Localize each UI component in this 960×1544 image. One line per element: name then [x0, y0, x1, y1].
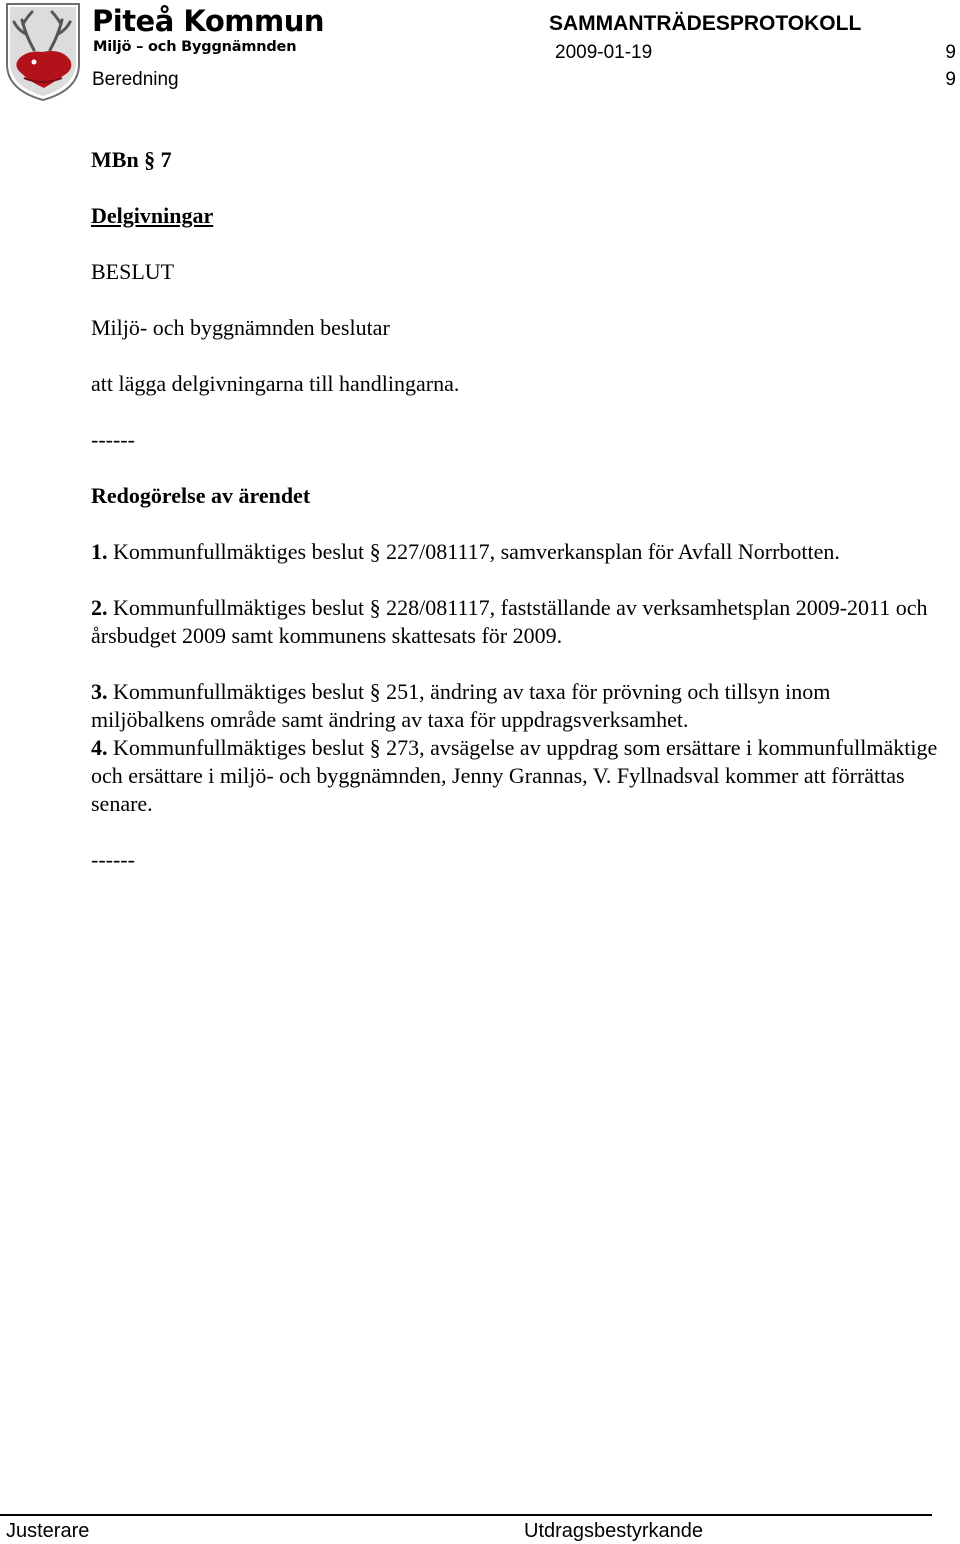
section-label: Beredning: [92, 69, 179, 90]
list-item-number: 2.: [91, 595, 108, 620]
footer-utdragsbestyrkande: Utdragsbestyrkande: [524, 1520, 703, 1542]
list-item: [91, 678, 941, 734]
footer-divider: [0, 1514, 932, 1516]
decision-intro: Miljö- och byggnämnden beslutar: [91, 315, 390, 340]
separator: ------: [91, 847, 135, 872]
paragraph-id: MBn § 7: [91, 147, 172, 172]
list-item-text: Kommunfullmäktiges beslut § 251, ändring av taxa för prövning och tillsyn inom miljöbalkens område samt ändring av taxa för uppdragsverksamhet.: [91, 679, 831, 732]
list-item-number: 3.: [91, 679, 108, 704]
section-page-number: 9: [945, 69, 956, 90]
list-item-text: Kommunfullmäktiges beslut § 273, avsägelse av uppdrag som ersättare i kommunfullmäktige och ersättare i miljö- och byggnämnden, Jenny Grannas, V. Fyllnadsval kommer att förrättas senare.: [91, 735, 938, 816]
list-item: [91, 594, 941, 650]
decision-heading: BESLUT: [91, 259, 175, 284]
department-name: Miljö – och Byggnämnden: [93, 39, 297, 55]
meeting-date: 2009-01-19: [555, 42, 653, 63]
list-item-text: Kommunfullmäktiges beslut § 228/081117, fastställande av verksamhetsplan 2009-2011 och årsbudget 2009 samt kommunens skattesats för 2009.: [91, 595, 928, 648]
separator: ------: [91, 427, 135, 452]
list-item-text: Kommunfullmäktiges beslut § 227/081117, samverkansplan för Avfall Norrbotten.: [113, 539, 840, 564]
list-item: [91, 734, 941, 818]
page-number: 9: [945, 42, 956, 63]
decision-text: att lägga delgivningarna till handlingarna.: [91, 371, 460, 396]
list-item-number: 4.: [91, 735, 108, 760]
coat-of-arms-icon: [4, 2, 82, 102]
document-type: SAMMANTRÄDESPROTOKOLL: [549, 12, 862, 35]
report-heading: Redogörelse av ärendet: [91, 483, 311, 508]
list-item: [91, 538, 941, 566]
list-item-number: 1.: [91, 539, 108, 564]
footer-justerare: Justerare: [6, 1520, 90, 1542]
page-title: Delgivningar: [91, 203, 214, 228]
organization-name: Piteå Kommun: [92, 4, 325, 38]
